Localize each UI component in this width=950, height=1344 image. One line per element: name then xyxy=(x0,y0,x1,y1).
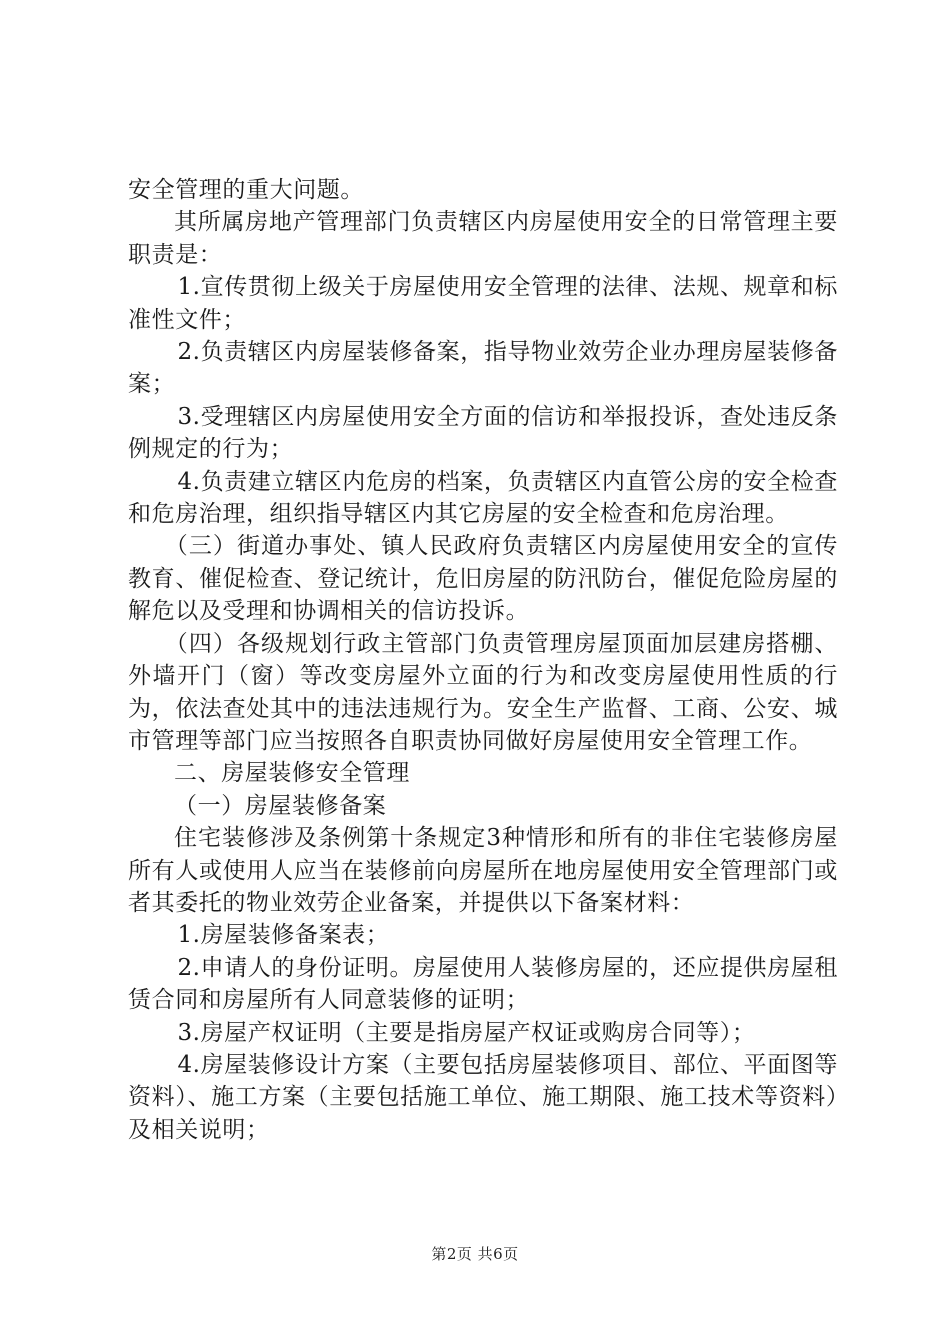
paragraph: 住宅装修涉及条例第十条规定3种情形和所有的非住宅装修房屋所有人或使用人应当在装修前向房屋所在地房屋使用安全管理部门或者其委托的物业效劳企业备案，并提供以下备案材料： xyxy=(128,825,838,916)
paragraph: （四）各级规划行政主管部门负责管理房屋顶面加层建房搭棚、外墙开门（窗）等改变房屋外立面的行为和改变房屋使用性质的行为，依法查处其中的违法违规行为。安全生产监督、工商、公安、城市管理等部门应当按照各自职责协同做好房屋使用安全管理工作。 xyxy=(128,630,838,754)
list-item: 3.受理辖区内房屋使用安全方面的信访和举报投诉，查处违反条例规定的行为； xyxy=(128,403,838,463)
list-item: 1.房屋装修备案表； xyxy=(177,922,390,949)
subsection-heading: （一）房屋装修备案 xyxy=(174,792,387,819)
list-item: 4.房屋装修设计方案（主要包括房屋装修项目、部位、平面图等资料）、施工方案（主要包括施工单位、施工期限、施工技术等资料）及相关说明； xyxy=(128,1051,838,1143)
list-item: 2.申请人的身份证明。房屋使用人装修房屋的，还应提供房屋租赁合同和房屋所有人同意装修的证明； xyxy=(128,954,838,1014)
paragraph: （三）街道办事处、镇人民政府负责辖区内房屋使用安全的宣传教育、催促检查、登记统计，危旧房屋的防汛防台，催促危险房屋的解危以及受理和协调相关的信访投诉。 xyxy=(128,533,838,625)
section-heading: 二、房屋装修安全管理 xyxy=(174,760,410,787)
paragraph: 其所属房地产管理部门负责辖区内房屋使用安全的日常管理主要职责是： xyxy=(128,209,838,268)
page-number: 第2页 共6页 xyxy=(431,1245,519,1263)
list-item: 1.宣传贯彻上级关于房屋使用安全管理的法律、法规、规章和标准性文件； xyxy=(128,274,838,333)
paragraph: 安全管理的重大问题。 xyxy=(128,177,364,203)
list-item: 2.负责辖区内房屋装修备案，指导物业效劳企业办理房屋装修备案； xyxy=(128,339,838,398)
list-item: 3.房屋产权证明（主要是指房屋产权证或购房合同等）； xyxy=(177,1019,756,1046)
document-body xyxy=(128,174,838,1146)
list-item: 4.负责建立辖区内危房的档案，负责辖区内直管公房的安全检查和危房治理，组织指导辖区内其它房屋的安全检查和危房治理。 xyxy=(128,468,838,528)
